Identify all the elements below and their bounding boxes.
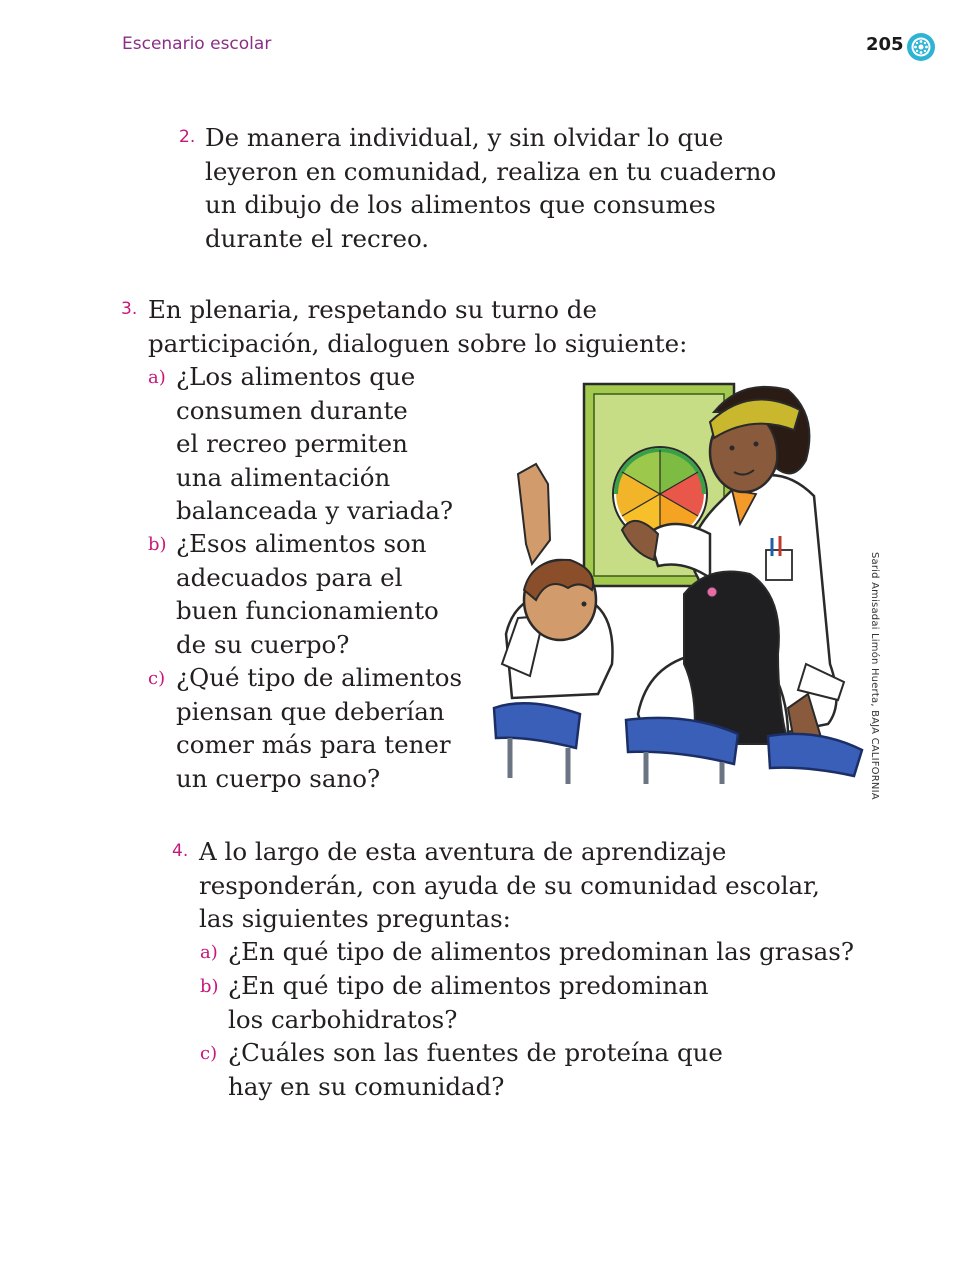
sub-label: c) [200,1043,218,1064]
sub-label: c) [148,668,166,689]
question-4b: ¿En qué tipo de alimentos predominan los carbohidratos? [228,971,709,1034]
item-number: 2. [179,127,196,147]
sub-label: a) [148,367,166,388]
classroom-nutrition-illustration [488,364,864,786]
item-3-text: En plenaria, respetando su turno de participación, dialoguen sobre lo siguiente: [148,295,688,358]
sub-label: b) [148,534,167,555]
question-3a: ¿Los alimentos que consumen durante el recreo permiten una alimentación balanceada y variada? [176,362,454,525]
question-4a: ¿En qué tipo de alimentos predominan las grasas? [228,937,854,966]
sub-label: b) [200,976,219,997]
item-2-text: De manera individual, y sin olvidar lo que leyeron en comunidad, realiza en tu cuaderno un dibujo de los alimentos que consumes durante el recreo. [205,123,777,253]
question-3b: ¿Esos alimentos son adecuados para el buen funcionamiento de su cuerpo? [176,529,439,659]
question-4c: ¿Cuáles son las fuentes de proteína que hay en su comunidad? [228,1038,723,1101]
item-number: 4. [172,841,189,861]
item-4-text: A lo largo de esta aventura de aprendizaje responderán, con ayuda de su comunidad escolar, las siguientes preguntas: [199,837,820,933]
question-3c: ¿Qué tipo de alimentos piensan que deberían comer más para tener un cuerpo sano? [176,663,463,793]
page-number: 205 [866,34,904,55]
section-title: Escenario escolar [122,34,272,54]
illustration-credit: Sarid Amisadai Limón Huerta, BAJA CALIFORNIA [869,552,880,800]
item-number: 3. [121,299,138,319]
sub-label: a) [200,942,218,963]
sun-star-icon [906,32,936,62]
